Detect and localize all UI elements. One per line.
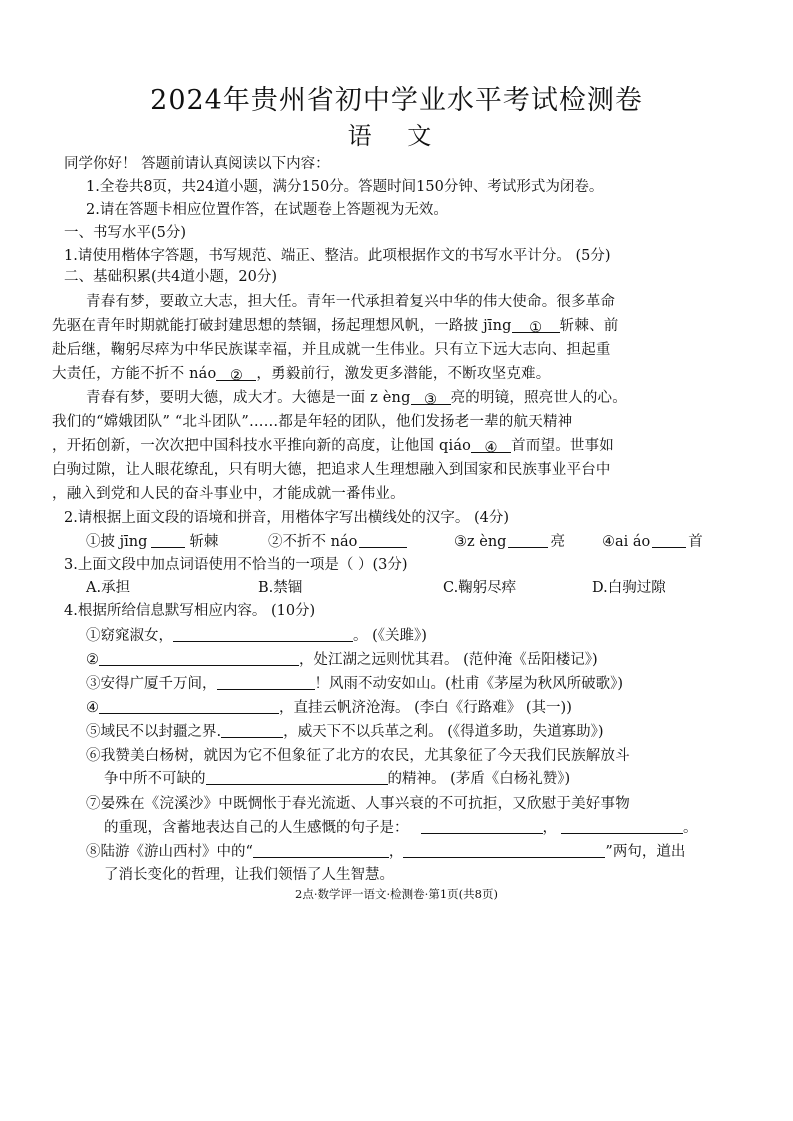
q4-item-2: ② ，处江湖之远则忧其君。 (范仲淹《岳阳楼记》) (86, 652, 598, 668)
answer-blank (652, 532, 686, 548)
instructions-greeting: 同学你好！ 答题前请认真阅读以下内容： (64, 156, 330, 172)
instruction-item-1: 1.全卷共8页，共24道小题，满分150分。答题时间150分钟、考试形式为闭卷。 (86, 179, 604, 195)
passage-line: 大责任，方能不折不 náo ② ，勇毅前行，激发更多潜能，不断攻坚克难。 (52, 366, 551, 384)
q2-answer-1: ①披 jīng 斩棘 (86, 534, 219, 550)
answer-blank (253, 842, 389, 858)
q3-option-b: B.禁锢 (258, 580, 303, 596)
passage-line: 青春有梦，要敢立大志，担大任。青年一代承担着复兴中华的伟大使命。很多革命 (86, 294, 616, 310)
section-2-heading: 二、基础积累(共4道小题，20分) (64, 269, 277, 285)
q4-item-3: ③安得广厦千万间， ！风雨不动安如山。(杜甫《茅屋为秋风所破歌》) (86, 676, 624, 692)
passage-line: 赴后继，鞠躬尽瘁为中华民族谋幸福，并且成就一生伟业。只有立下远大志向、担起重 (52, 342, 611, 358)
answer-blank (206, 769, 388, 785)
exam-title: 2024年贵州省初中学业水平考试检测卷 (150, 85, 643, 116)
passage-line: 白驹过隙，让人眼花缭乱，只有明大德，把追求人生理想融入到国家和民族事业平台中 (52, 462, 611, 478)
q4-item-8: ⑧陆游《游山西村》中的“ ， ”两句，道出 (86, 844, 686, 860)
q4-item-7-cont: 的重现，含蓄地表达自己的人生感慨的句子是： ， 。 (104, 820, 698, 836)
answer-blank (173, 626, 353, 642)
answer-blank (508, 532, 548, 548)
answer-blank (561, 818, 683, 834)
instruction-item-2: 2.请在答题卡相应位置作答，在试题卷上答题视为无效。 (86, 202, 448, 218)
section-1-heading: 一、书写水平(5分) (64, 225, 187, 241)
passage-line: ，开拓创新，一次次把中国科技水平推向新的高度，让他国 qiáo ④ 首而望。世事如 (52, 438, 615, 456)
answer-blank (221, 722, 283, 738)
q3-option-a: A.承担 (86, 580, 131, 596)
answer-blank (421, 818, 543, 834)
question-4-stem: 4.根据所给信息默写相应内容。 (10分) (64, 603, 316, 619)
q4-item-1: ①窈窕淑女， 。 (《关雎》) (86, 628, 427, 644)
answer-blank (217, 674, 315, 690)
passage-line: 青春有梦，要明大德，成大才。大德是一面 z èng ③ 亮的明镜，照亮世人的心。 (86, 390, 627, 408)
q4-item-6: ⑥我赞美白杨树，就因为它不但象征了北方的农民，尤其象征了今天我们民族解放斗 (86, 748, 630, 764)
answer-blank (99, 698, 279, 714)
q4-item-4: ④ ，直挂云帆济沧海。 (李白《行路难》 (其一)) (86, 700, 572, 716)
answer-blank (359, 532, 407, 548)
answer-blank (403, 842, 605, 858)
blank-4: ④ (471, 437, 511, 453)
passage-line: 先驱在青年时期就能打破封建思想的禁锢，扬起理想风帆，一路披 jīng ① 斩棘、前 (52, 318, 619, 336)
passage-line: ，融入到党和人民的奋斗事业中，才能成就一番伟业。 (52, 486, 405, 502)
q3-option-d: D.白驹过隙 (592, 580, 666, 596)
q3-option-c: C.鞠躬尽瘁 (443, 580, 517, 596)
q4-item-6-cont: 争中所不可缺的 的精神。 (茅盾《白杨礼赞》) (104, 771, 571, 787)
q2-answer-4: ④ai áo 首 (602, 534, 703, 550)
question-3-stem: 3.上面文段中加点词语使用不恰当的一项是（ ）(3分) (64, 557, 408, 573)
question-1: 1.请使用楷体字答题，书写规范、端正、整洁。此项根据作文的书写水平计分。 (5分) (64, 248, 611, 264)
q2-answer-2: ②不折不 náo (268, 531, 407, 553)
answer-blank (151, 532, 185, 548)
blank-3: ③ (411, 389, 451, 405)
answer-blank (99, 650, 299, 666)
q4-item-7: ⑦晏殊在《浣溪沙》中既惆怅于春光流逝、人事兴衰的不可抗拒，又欣慰于美好事物 (86, 796, 630, 812)
passage-line: 我们的“嫦娥团队” “北斗团队”……都是年轻的团队，他们发扬老一辈的航天精神 (52, 414, 573, 430)
page-footer: 2点·数学评一语文·检测卷·第1页(共8页) (295, 887, 498, 901)
q2-answer-3: ③z èng 亮 (454, 534, 565, 550)
blank-2: ② (216, 365, 256, 381)
exam-subject: 语 文 (347, 122, 446, 150)
question-2-stem: 2.请根据上面文段的语境和拼音，用楷体字写出横线处的汉字。 (4分) (64, 510, 509, 526)
q4-item-8-cont: 了消长变化的哲理，让我们领悟了人生智慧。 (104, 867, 394, 883)
blank-1: ① (512, 317, 560, 333)
q4-item-5: ⑤域民不以封疆之界. ，威天下不以兵革之利。 (《得道多助，失道寡助》) (86, 724, 604, 740)
